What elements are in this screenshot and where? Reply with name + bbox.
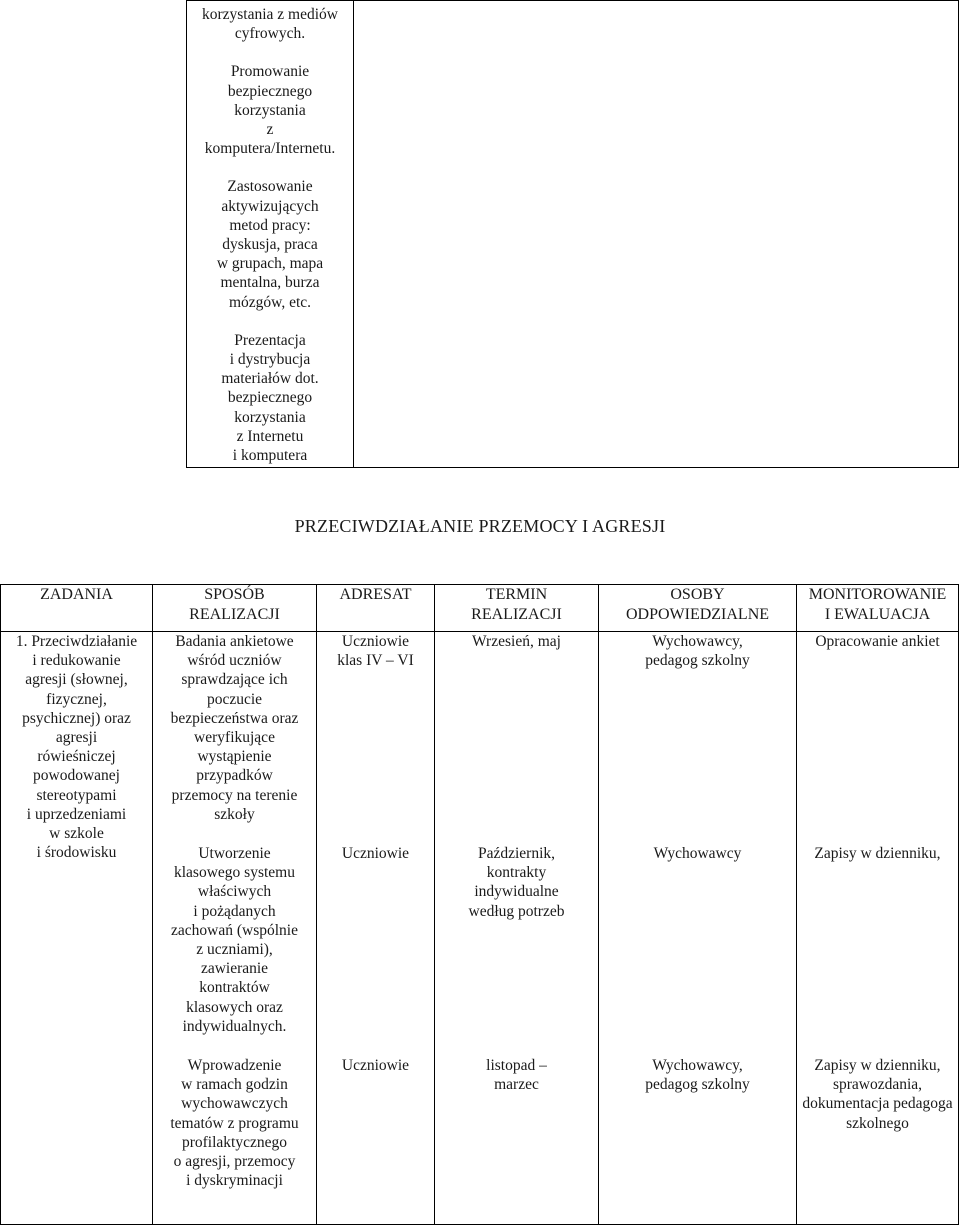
monitoring-entry: Zapisy w dzienniku, sprawozdania, dokumentacja pedagoga szkolnego [802,1057,953,1132]
continuation-paragraph: Promowanie bezpiecznego korzystania z komputera/Internetu. [204,63,336,158]
continuation-table [186,0,959,468]
monitoring-cell [797,632,959,1225]
monitoring-entry: Opracowanie ankiet [815,633,940,650]
responsible-entry: Wychowawcy, pedagog szkolny [645,633,750,670]
program-table [0,584,959,1225]
term-cell [435,632,599,1225]
responsible-cell [599,632,797,1225]
continuation-empty-cell [354,1,959,468]
task-text: 1. Przeciwdziałanie i redukowanie agresji (słownej, fizycznej, psychicznej) oraz agresji rówieśniczej powodowanej stereotypami i uprzedzeniami w szkole i środowisku [15,633,138,862]
method-cell [153,632,317,1225]
table-header-row [1,585,959,632]
continuation-row [187,1,959,468]
continuation-paragraph: Zastosowanie aktywizujących metod pracy: dyskusja, praca w grupach, mapa mentalna, burza mózgów, etc. [216,178,324,311]
term-entry: Październik, kontrakty indywidualne według potrzeb [468,845,565,920]
term-entry: Wrzesień, maj [472,633,561,650]
header-label: ADRESAT [339,586,412,603]
header-osoby-odpowiedzialne [599,585,797,632]
method-entry: Utworzenie klasowego systemu właściwych i pożądanych zachowań (wspólnie z uczniami), zawieranie kontraktów klasowych oraz indywidualnych. [171,845,298,1035]
header-adresat [317,585,435,632]
continuation-method-text [187,1,353,465]
addressee-cell [317,632,435,1225]
header-label: MONITOROWANIE I EWALUACJA [808,586,947,623]
continuation-paragraph: korzystania z mediów cyfrowych. [201,6,338,43]
addressee-entry: Uczniowie [341,845,410,862]
header-label: SPOSÓB REALIZACJI [189,586,280,623]
continuation-method-cell [187,1,354,468]
addressee-entry: Uczniowie [341,1057,410,1074]
header-label: TERMIN REALIZACJI [471,586,562,623]
monitoring-entry: Zapisy w dzienniku, [814,845,941,862]
continuation-paragraph: Prezentacja i dystrybucja materiałów dot. bezpiecznego korzystania z Internetu i komputera [221,331,319,465]
method-entry: Badania ankietowe wśród uczniów sprawdzające ich poczucie bezpieczeństwa oraz weryfikujące wystąpienie przypadków przemocy na terenie szkoły [170,633,299,823]
header-termin-realizacji [435,585,599,632]
task-cell [1,632,153,1225]
responsible-entry: Wychowawcy [653,845,742,862]
header-zadania [1,585,153,632]
header-label: ZADANIA [40,586,113,603]
responsible-entry: Wychowawcy, pedagog szkolny [645,1057,750,1094]
header-label: OSOBY ODPOWIEDZIALNE [625,586,770,623]
method-entry: Wprowadzenie w ramach godzin wychowawczych tematów z programu profilaktycznego o agresji, przemocy i dyskryminacji [170,1057,299,1190]
table-row [1,632,959,1225]
section-title: PRZECIWDZIAŁANIE PRZEMOCY I AGRESJI [294,516,666,536]
header-monitorowanie [797,585,959,632]
term-entry: listopad – marzec [486,1057,547,1094]
header-sposob-realizacji [153,585,317,632]
addressee-entry: Uczniowie klas IV – VI [337,633,414,670]
